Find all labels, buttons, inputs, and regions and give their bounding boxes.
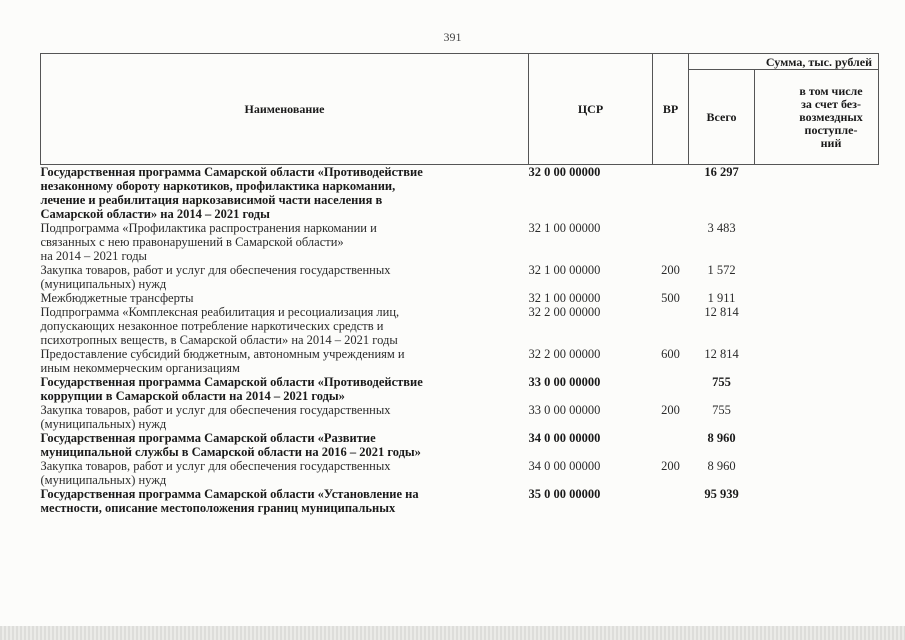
row-csr: 32 2 00 00000 xyxy=(528,347,601,361)
row-vr xyxy=(653,487,689,515)
row-name-line: Государственная программа Самарской области «Установление на xyxy=(40,487,419,501)
row-name xyxy=(41,347,529,375)
row-name xyxy=(41,165,529,222)
row-name xyxy=(41,263,529,291)
row-free-receipts xyxy=(755,165,879,222)
row-total: 12 814 xyxy=(704,305,739,319)
row-vr: 200 xyxy=(661,459,680,473)
row-vr: 200 xyxy=(661,403,680,417)
row-name-line: Закупка товаров, работ и услуг для обеспечения государственных xyxy=(40,459,391,473)
row-name-line: (муниципальных) нужд xyxy=(40,473,167,487)
row-csr: 32 2 00 00000 xyxy=(528,305,601,319)
row-name xyxy=(41,305,529,347)
row-csr: 34 0 00 00000 xyxy=(528,431,601,445)
row-free-receipts xyxy=(755,431,879,459)
row-vr: 500 xyxy=(661,291,680,305)
header-free-receipts xyxy=(755,70,879,165)
row-free-receipts xyxy=(755,487,879,515)
row-total: 8 960 xyxy=(707,431,736,445)
budget-table xyxy=(40,53,879,515)
table-row xyxy=(41,459,879,487)
row-free-receipts xyxy=(755,305,879,347)
header-free-line: поступле- xyxy=(804,122,858,137)
row-total: 1 911 xyxy=(707,291,736,305)
row-name-line: Межбюджетные трансферты xyxy=(40,291,194,305)
row-csr: 34 0 00 00000 xyxy=(528,459,601,473)
header-csr: ЦСР xyxy=(529,54,653,165)
row-name-line: иным некоммерческим организациям xyxy=(40,361,240,375)
row-free-receipts xyxy=(755,459,879,487)
row-name-line: (муниципальных) нужд xyxy=(40,277,167,291)
row-name-line: Государственная программа Самарской области «Развитие xyxy=(40,431,376,445)
row-total: 12 814 xyxy=(704,347,739,361)
row-free-receipts xyxy=(755,221,879,263)
header-free-line: возмездных xyxy=(799,109,863,124)
header-free-line: в том числе xyxy=(799,83,863,98)
row-total: 3 483 xyxy=(707,221,736,235)
row-free-receipts xyxy=(755,291,879,305)
row-total: 755 xyxy=(712,403,731,417)
header-free-line: ний xyxy=(820,135,842,150)
row-free-receipts xyxy=(755,375,879,403)
row-name xyxy=(41,375,529,403)
row-csr: 33 0 00 00000 xyxy=(528,403,601,417)
row-csr: 32 0 00 00000 xyxy=(528,165,601,179)
table-body xyxy=(41,165,879,516)
row-name-line: на 2014 – 2021 годы xyxy=(40,249,147,263)
header-free-line: за счет без- xyxy=(801,96,861,111)
row-name xyxy=(41,221,529,263)
row-name xyxy=(41,431,529,459)
scan-edge xyxy=(0,626,905,640)
row-name-line: коррупции в Самарской области на 2014 – 2021 годы» xyxy=(40,389,345,403)
row-name xyxy=(41,459,529,487)
row-csr: 32 1 00 00000 xyxy=(528,291,601,305)
program-row xyxy=(41,431,879,459)
table-row xyxy=(41,291,879,305)
row-vr xyxy=(653,431,689,459)
row-name-line: Государственная программа Самарской области «Противодействие xyxy=(40,375,423,389)
table-row xyxy=(41,347,879,375)
program-row xyxy=(41,375,879,403)
row-name-line: связанных с нею правонарушений в Самарской области» xyxy=(40,235,344,249)
row-free-receipts xyxy=(755,403,879,431)
table-row xyxy=(41,221,879,263)
row-name-line: психотропных веществ, в Самарской области» на 2014 – 2021 годы xyxy=(40,333,398,347)
row-total: 95 939 xyxy=(704,487,739,501)
row-name-line: муниципальной службы в Самарской области на 2016 – 2021 годы» xyxy=(40,445,421,459)
row-name-line: (муниципальных) нужд xyxy=(40,417,167,431)
row-csr: 32 1 00 00000 xyxy=(528,263,601,277)
row-vr xyxy=(653,375,689,403)
table-row xyxy=(41,263,879,291)
table-row xyxy=(41,403,879,431)
row-vr xyxy=(653,221,689,263)
program-row xyxy=(41,165,879,222)
row-name-line: местности, описание местоположения границ муниципальных xyxy=(40,501,396,515)
table-row xyxy=(41,305,879,347)
row-name-line: Государственная программа Самарской области «Противодействие xyxy=(40,165,423,179)
row-vr: 200 xyxy=(661,263,680,277)
row-csr: 33 0 00 00000 xyxy=(528,375,601,389)
page-number: 391 xyxy=(443,30,462,44)
row-total: 755 xyxy=(712,375,731,389)
row-name xyxy=(41,487,529,515)
budget-sheet xyxy=(40,53,878,515)
row-vr xyxy=(653,165,689,222)
row-csr: 32 1 00 00000 xyxy=(528,221,601,235)
header-vr: ВР xyxy=(653,54,689,165)
header-sum-group: Сумма, тыс. рублей xyxy=(689,54,879,70)
program-row xyxy=(41,487,879,515)
row-csr: 35 0 00 00000 xyxy=(528,487,601,501)
header-name: Наименование xyxy=(41,54,529,165)
row-name-line: Самарской области» на 2014 – 2021 годы xyxy=(40,207,270,221)
row-total: 8 960 xyxy=(707,459,736,473)
row-name-line: Закупка товаров, работ и услуг для обеспечения государственных xyxy=(40,403,391,417)
table-header xyxy=(41,54,879,165)
row-name-line: Предоставление субсидий бюджетным, автономным учреждениям и xyxy=(40,347,405,361)
row-name-line: незаконному обороту наркотиков, профилактика наркомании, xyxy=(40,179,396,193)
row-name xyxy=(41,291,529,305)
row-name-line: лечение и реабилитация наркозависимой части населения в xyxy=(40,193,383,207)
row-name-line: Закупка товаров, работ и услуг для обеспечения государственных xyxy=(40,263,391,277)
row-vr xyxy=(653,305,689,347)
row-free-receipts xyxy=(755,347,879,375)
row-name-line: Подпрограмма «Комплексная реабилитация и ресоциализация лиц, xyxy=(40,305,400,319)
header-total: Всего xyxy=(689,70,755,165)
row-total: 1 572 xyxy=(707,263,736,277)
row-name-line: допускающих незаконное потребление наркотических средств и xyxy=(40,319,384,333)
row-free-receipts xyxy=(755,263,879,291)
row-name-line: Подпрограмма «Профилактика распространения наркомании и xyxy=(40,221,377,235)
row-total: 16 297 xyxy=(704,165,739,179)
row-vr: 600 xyxy=(661,347,680,361)
row-name xyxy=(41,403,529,431)
